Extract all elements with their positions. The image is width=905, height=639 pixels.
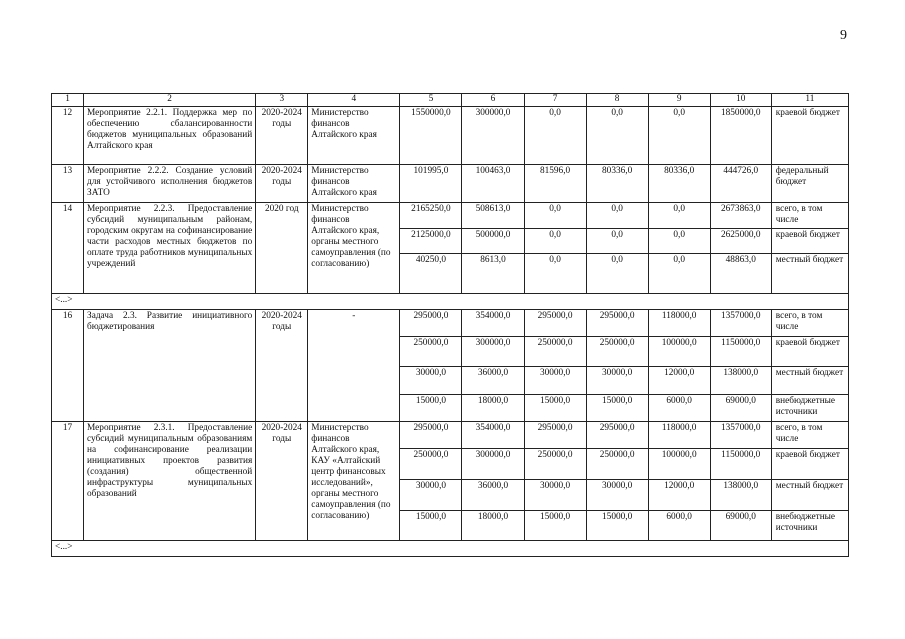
- value-cell: 30000,0: [400, 367, 462, 395]
- header-cell: 8: [586, 94, 648, 107]
- header-cell: 2: [84, 94, 256, 107]
- value-cell: 15000,0: [400, 395, 462, 422]
- total-cell: 1150000,0: [710, 337, 771, 367]
- value-cell: 15000,0: [400, 511, 462, 541]
- activity-name: Мероприятие 2.2.2. Создание условий для устойчивого исполнения бюджетов ЗАТО: [84, 165, 256, 203]
- value-cell: 300000,0: [462, 337, 524, 367]
- funding-source: всего, в том числе: [771, 203, 848, 229]
- value-cell: 508613,0: [462, 203, 524, 229]
- funding-source: краевой бюджет: [771, 337, 848, 367]
- value-cell: 15000,0: [524, 395, 586, 422]
- value-cell: 0,0: [524, 229, 586, 254]
- value-cell: 30000,0: [586, 367, 648, 395]
- value-cell: 1550000,0: [400, 107, 462, 165]
- omitted-rows-marker: <...>: [52, 541, 849, 557]
- value-cell: 30000,0: [524, 480, 586, 511]
- value-cell: 295000,0: [524, 422, 586, 449]
- value-cell: 15000,0: [524, 511, 586, 541]
- funding-source: краевой бюджет: [771, 229, 848, 254]
- total-cell: 48863,0: [710, 254, 771, 294]
- header-cell: 10: [710, 94, 771, 107]
- value-cell: 295000,0: [524, 310, 586, 337]
- header-cell: 11: [771, 94, 848, 107]
- value-cell: 40250,0: [400, 254, 462, 294]
- funding-source: местный бюджет: [771, 367, 848, 395]
- table-row: [52, 422, 849, 449]
- value-cell: 250000,0: [524, 337, 586, 367]
- funding-source: внебюджетные источники: [771, 395, 848, 422]
- value-cell: 12000,0: [648, 480, 710, 511]
- value-cell: 118000,0: [648, 422, 710, 449]
- value-cell: 15000,0: [586, 395, 648, 422]
- activity-executor: Министерство финансов Алтайского края: [308, 165, 400, 203]
- value-cell: 295000,0: [400, 422, 462, 449]
- activity-name: Мероприятие 2.2.3. Предоставление субсидий муниципальным районам, городским округам на софинансирование части расходов местных бюджетов по оплате труда работников муниципальных учреждений: [84, 203, 256, 294]
- omitted-rows-marker: <...>: [52, 294, 849, 310]
- activity-executor: Министерство финансов Алтайского края: [308, 107, 400, 165]
- value-cell: 300000,0: [462, 449, 524, 480]
- value-cell: 12000,0: [648, 367, 710, 395]
- ellipsis-row: [52, 294, 849, 310]
- total-cell: 138000,0: [710, 480, 771, 511]
- value-cell: 15000,0: [586, 511, 648, 541]
- value-cell: 0,0: [586, 254, 648, 294]
- table-row: [52, 310, 849, 337]
- funding-source: всего, в том числе: [771, 310, 848, 337]
- activity-name: Мероприятие 2.3.1. Предоставление субсидий муниципальным образованиям на софинансирование реализации инициативных проектов развития (создания) общественной инфраструктуры муниципальных образований: [84, 422, 256, 541]
- value-cell: 500000,0: [462, 229, 524, 254]
- header-cell: 7: [524, 94, 586, 107]
- activity-period: 2020-2024 годы: [256, 107, 308, 165]
- table-row: [52, 203, 849, 229]
- program-activities-table: [51, 93, 849, 557]
- value-cell: 0,0: [648, 254, 710, 294]
- value-cell: 300000,0: [462, 107, 524, 165]
- value-cell: 0,0: [524, 203, 586, 229]
- total-cell: 69000,0: [710, 511, 771, 541]
- value-cell: 0,0: [524, 254, 586, 294]
- value-cell: 295000,0: [586, 310, 648, 337]
- activity-executor: -: [308, 310, 400, 422]
- activity-period: 2020-2024 годы: [256, 310, 308, 422]
- value-cell: 81596,0: [524, 165, 586, 203]
- total-cell: 69000,0: [710, 395, 771, 422]
- value-cell: 36000,0: [462, 367, 524, 395]
- row-number: 12: [52, 107, 84, 165]
- value-cell: 6000,0: [648, 395, 710, 422]
- row-number: 16: [52, 310, 84, 422]
- value-cell: 8613,0: [462, 254, 524, 294]
- value-cell: 100000,0: [648, 449, 710, 480]
- value-cell: 0,0: [586, 203, 648, 229]
- total-cell: 1850000,0: [710, 107, 771, 165]
- value-cell: 250000,0: [400, 449, 462, 480]
- value-cell: 80336,0: [586, 165, 648, 203]
- total-cell: 2625000,0: [710, 229, 771, 254]
- value-cell: 250000,0: [586, 449, 648, 480]
- value-cell: 0,0: [648, 107, 710, 165]
- value-cell: 2125000,0: [400, 229, 462, 254]
- funding-source: краевой бюджет: [771, 449, 848, 480]
- value-cell: 100000,0: [648, 337, 710, 367]
- value-cell: 30000,0: [400, 480, 462, 511]
- page-number: 9: [840, 28, 847, 43]
- header-cell: 4: [308, 94, 400, 107]
- ellipsis-row: [52, 541, 849, 557]
- total-cell: 2673863,0: [710, 203, 771, 229]
- value-cell: 18000,0: [462, 511, 524, 541]
- header-cell: 9: [648, 94, 710, 107]
- value-cell: 100463,0: [462, 165, 524, 203]
- value-cell: 0,0: [648, 203, 710, 229]
- header-cell: 5: [400, 94, 462, 107]
- total-cell: 1357000,0: [710, 422, 771, 449]
- value-cell: 30000,0: [524, 367, 586, 395]
- value-cell: 18000,0: [462, 395, 524, 422]
- value-cell: 0,0: [586, 229, 648, 254]
- row-number: 14: [52, 203, 84, 294]
- value-cell: 250000,0: [400, 337, 462, 367]
- value-cell: 250000,0: [586, 337, 648, 367]
- activity-executor: Министерство финансов Алтайского края, органы местного самоуправления (по согласованию): [308, 203, 400, 294]
- header-cell: 1: [52, 94, 84, 107]
- funding-source: всего, в том числе: [771, 422, 848, 449]
- value-cell: 30000,0: [586, 480, 648, 511]
- header-cell: 6: [462, 94, 524, 107]
- activity-period: 2020-2024 годы: [256, 165, 308, 203]
- total-cell: 1150000,0: [710, 449, 771, 480]
- table-row: [52, 107, 849, 165]
- activity-period: 2020 год: [256, 203, 308, 294]
- total-cell: 138000,0: [710, 367, 771, 395]
- funding-source: внебюджетные источники: [771, 511, 848, 541]
- funding-source: краевой бюджет: [771, 107, 848, 165]
- value-cell: 80336,0: [648, 165, 710, 203]
- total-cell: 444726,0: [710, 165, 771, 203]
- funding-source: федеральный бюджет: [771, 165, 848, 203]
- value-cell: 250000,0: [524, 449, 586, 480]
- row-number: 13: [52, 165, 84, 203]
- value-cell: 0,0: [648, 229, 710, 254]
- value-cell: 2165250,0: [400, 203, 462, 229]
- value-cell: 354000,0: [462, 310, 524, 337]
- total-cell: 1357000,0: [710, 310, 771, 337]
- value-cell: 0,0: [524, 107, 586, 165]
- value-cell: 354000,0: [462, 422, 524, 449]
- column-number-header: [52, 94, 849, 107]
- funding-source: местный бюджет: [771, 254, 848, 294]
- activity-period: 2020-2024 годы: [256, 422, 308, 541]
- value-cell: 36000,0: [462, 480, 524, 511]
- funding-source: местный бюджет: [771, 480, 848, 511]
- value-cell: 101995,0: [400, 165, 462, 203]
- value-cell: 6000,0: [648, 511, 710, 541]
- task-name: Задача 2.3. Развитие инициативного бюджетирования: [84, 310, 256, 422]
- value-cell: 295000,0: [400, 310, 462, 337]
- value-cell: 118000,0: [648, 310, 710, 337]
- value-cell: 295000,0: [586, 422, 648, 449]
- header-cell: 3: [256, 94, 308, 107]
- row-number: 17: [52, 422, 84, 541]
- activity-name: Мероприятие 2.2.1. Поддержка мер по обеспечению сбалансированности бюджетов муниципальных образований Алтайского края: [84, 107, 256, 165]
- table-row: [52, 165, 849, 203]
- value-cell: 0,0: [586, 107, 648, 165]
- activity-executor: Министерство финансов Алтайского края, КАУ «Алтайский центр финансовых исследований», органы местного самоуправления (по согласованию): [308, 422, 400, 541]
